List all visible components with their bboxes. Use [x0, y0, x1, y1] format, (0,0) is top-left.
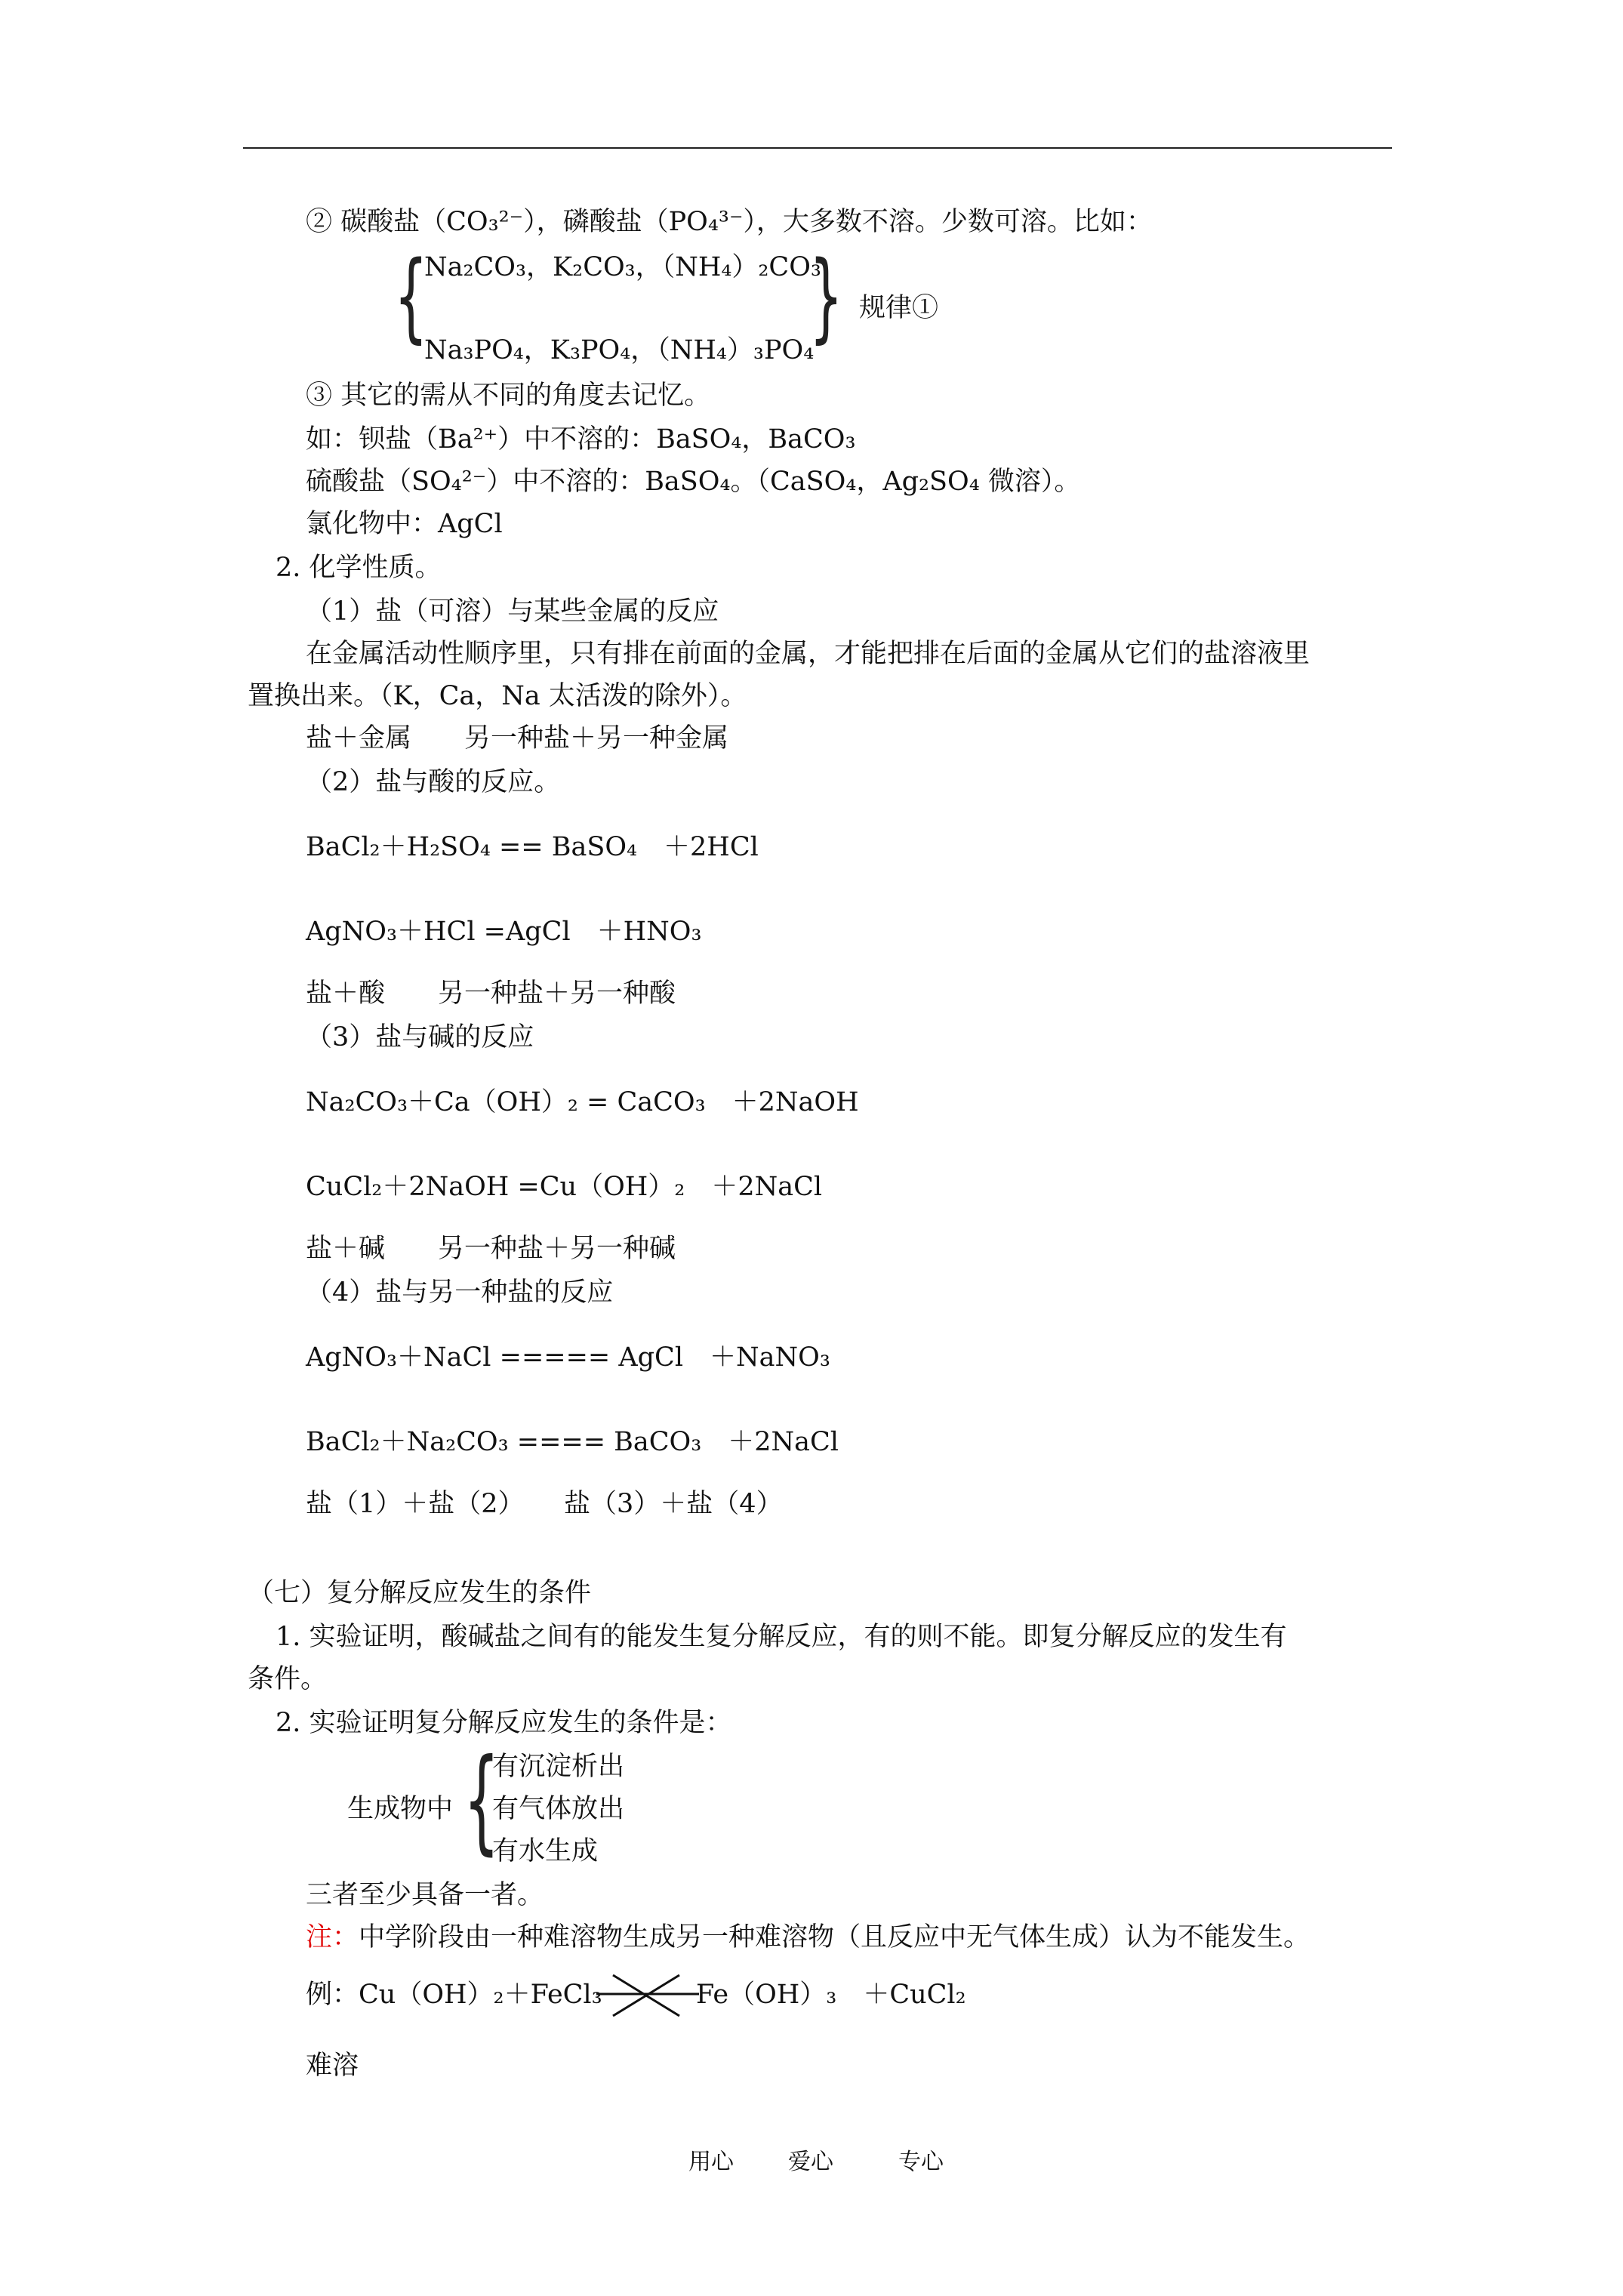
subheading-salt-base: （3）盐与碱的反应: [306, 1022, 534, 1052]
rule-salt-base: 盐＋碱 另一种盐＋另一种碱: [306, 1234, 676, 1264]
line-chlorides: 氯化物中：AgCl: [306, 509, 503, 539]
paragraph-metal-activity-cont: 置换出来。（K，Ca，Na 太活泼的除外）。: [248, 681, 747, 711]
rule-salt-metal: 盐＋金属 另一种盐＋另一种金属: [306, 723, 729, 754]
line-carbonate-phosphate: ② 碳酸盐（CO₃²⁻），磷酸盐（PO₄³⁻），大多数不溶。少数可溶。比如：: [306, 207, 1153, 237]
conditions-brace: {: [463, 1735, 500, 1866]
footer-text-1: 用心: [688, 2149, 734, 2175]
equation-bacl2-na2co3: BaCl₂＋Na₂CO₃ ==== BaCO₃ ＋2NaCl: [306, 1427, 839, 1457]
note-text: 中学阶段由一种难溶物生成另一种难溶物（且反应中无气体生成）认为不能发生。: [359, 1922, 1310, 1952]
paragraph-experiment-1-cont: 条件。: [248, 1664, 328, 1694]
left-brace: {: [394, 241, 428, 353]
note-line: [306, 1919, 1310, 1955]
condition-precipitate: 有沉淀析出: [492, 1752, 625, 1782]
footer-text-3: 专心: [898, 2149, 944, 2175]
footer-text-2: 爱心: [788, 2149, 833, 2175]
line-other-memory: ③ 其它的需从不同的角度去记忆。: [306, 381, 711, 411]
label-insoluble: 难溶: [306, 2051, 359, 2081]
section-heading-conditions: （七）复分解反应发生的条件: [248, 1578, 592, 1608]
right-brace: }: [809, 241, 843, 353]
line-at-least-one: 三者至少具备一者。: [306, 1880, 544, 1910]
line-sulfates: 硫酸盐（SO₄²⁻）中不溶的：BaSO₄。（CaSO₄，Ag₂SO₄ 微溶）。: [306, 467, 1081, 497]
line-barium-salts: 如：钡盐（Ba²⁺）中不溶的：BaSO₄，BaCO₃: [306, 424, 856, 455]
example-reactants: 例：Cu（OH）₂＋FeCl₃: [306, 1980, 602, 2010]
paragraph-experiment-2: 2. 实验证明复分解反应发生的条件是：: [276, 1708, 732, 1738]
line-soluble-carbonates: Na₂CO₃，K₂CO₃，（NH₄）₂CO₃: [424, 252, 821, 282]
heading-chemical-properties: 2. 化学性质。: [276, 553, 442, 583]
equation-agno3-nacl: AgNO₃＋NaCl ===== AgCl ＋NaNO₃: [306, 1342, 830, 1373]
note-label: 注：: [306, 1922, 359, 1952]
equation-agno3-hcl: AgNO₃＋HCl =AgCl ＋HNO₃: [306, 917, 702, 947]
paragraph-metal-activity: 在金属活动性顺序里，只有排在前面的金属，才能把排在后面的金属从它们的盐溶液里: [306, 639, 1310, 669]
condition-water: 有水生成: [492, 1836, 599, 1866]
paragraph-experiment-1: 1. 实验证明，酸碱盐之间有的能发生复分解反应，有的则不能。即复分解反应的发生有: [276, 1622, 1287, 1652]
rule-salt-acid: 盐＋酸 另一种盐＋另一种酸: [306, 978, 676, 1009]
line-soluble-phosphates: Na₃PO₄，K₃PO₄，（NH₄）₃PO₄: [424, 335, 815, 365]
equation-na2co3-caoh2: Na₂CO₃＋Ca（OH）₂ = CaCO₃ ＋2NaOH: [306, 1087, 859, 1117]
rule-salt-salt: 盐（1）＋盐（2） 盐（3）＋盐（4）: [306, 1489, 783, 1519]
subheading-salt-salt: （4）盐与另一种盐的反应: [306, 1277, 614, 1308]
rule-label: 规律①: [859, 293, 939, 323]
example-products: Fe（OH）₃ ＋CuCl₂: [696, 1980, 966, 2010]
condition-gas: 有气体放出: [492, 1794, 625, 1824]
no-reaction-cross-icon: [596, 1969, 699, 2022]
subheading-salt-acid: （2）盐与酸的反应。: [306, 767, 561, 797]
subheading-salt-metal: （1）盐（可溶）与某些金属的反应: [306, 596, 719, 627]
equation-bacl2-h2so4: BaCl₂＋H₂SO₄ == BaSO₄ ＋2HCl: [306, 832, 759, 862]
products-label: 生成物中: [347, 1794, 454, 1824]
header-rule: [243, 147, 1392, 149]
equation-cucl2-naoh: CuCl₂＋2NaOH =Cu（OH）₂ ＋2NaCl: [306, 1172, 823, 1202]
